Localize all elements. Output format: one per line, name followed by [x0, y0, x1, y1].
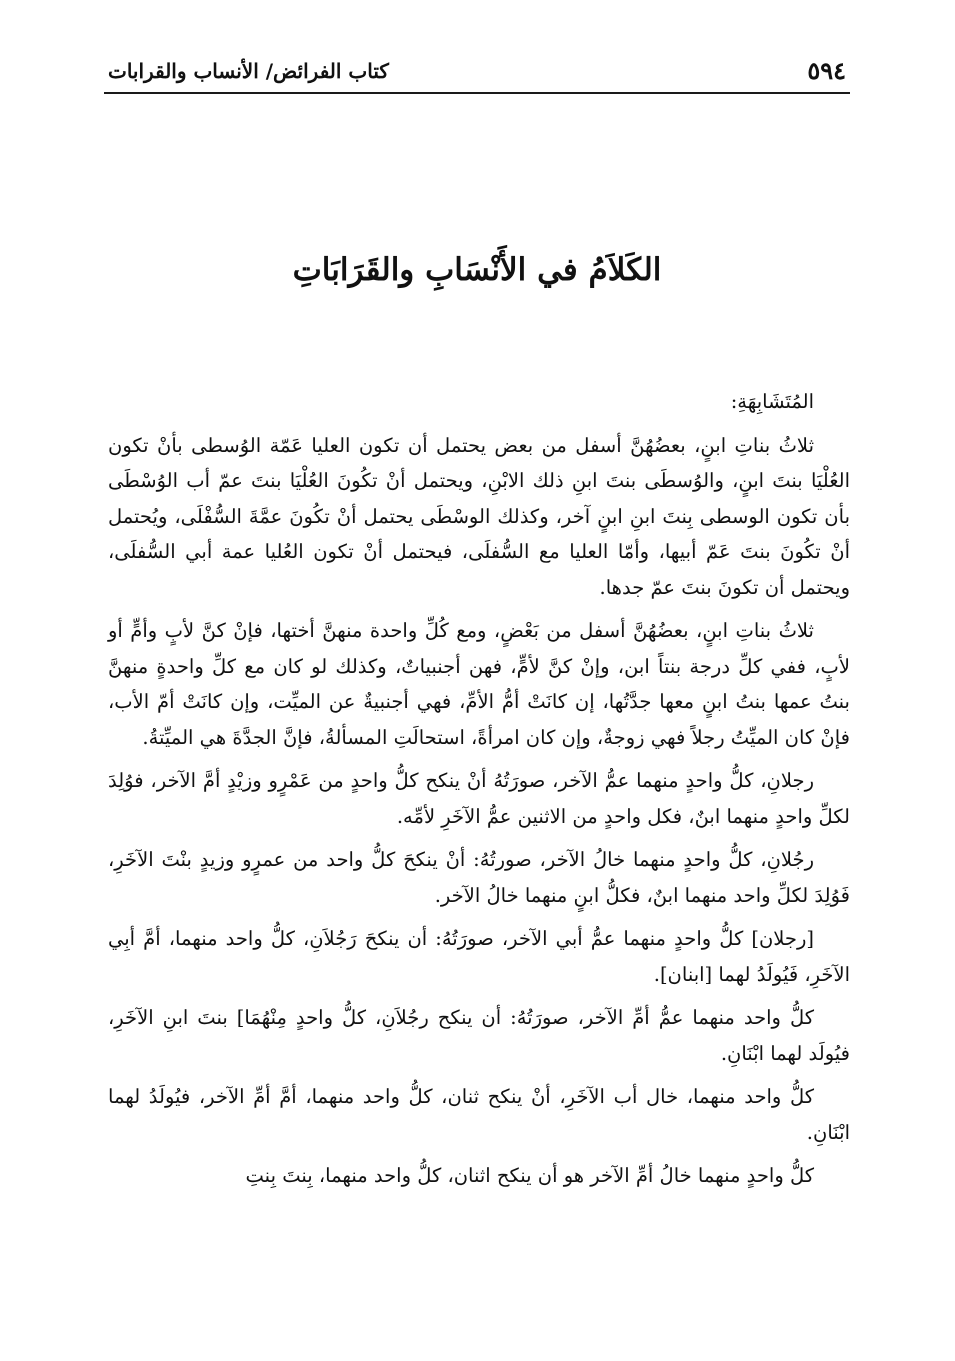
paragraph-7: كلُّ واحد منهما، خال أب الآخَرِ، أنْ ينكح ثنان، كلُّ واحد منهما، أمَّ أمِّ الآخر، فيُولَدُ لهما ابْنَانِ.	[108, 1085, 850, 1144]
paragraph-6: كلُّ واحد منهما عمُّ أمِّ الآخر، صورَتُهُ: أن ينكح رجُلاَنِ، كلُّ واحدٍ مِنْهُمَا] بنتَ ابنِ الآخَرِ، فيُولَد لهما ابْنَانِ.	[108, 1006, 850, 1065]
chapter-title: الكَلاَمُ في الأَنْسَابِ والقَرَابَاتِ	[292, 252, 662, 288]
paragraph-2: ثلاثُ بناتِ ابنٍ، بعضُهُنَّ أسفل من بَعْضٍ، ومع كُلِّ واحدة منهنَّ أختها، فإنْ كنَّ لأبٍ وأمٍّ أو لأبٍ، ففي كلِّ درجة بنتاً ابن، وإنْ كنَّ لأمٍّ، فهن أجنبياتٌ، وكذلك لو كان مع كلِّ واحدةٍ منهنَّ بنتُ عمها بنتُ ابنٍ معها جدَّتُها، إن كانَتْ أمُّ الأمِّ، فهي أجنبيةٌ عن الميِّت، وإن كانَتْ أمّ الأب، فإنْ كان الميِّتُ رجلاً فهي زوجةٌ، وإن كان امرأةً، استحالَتِ المسألةُ، فإنَّ الجدَّةَ هي الميِّتةُ.	[108, 619, 850, 749]
paragraph-8: كلُّ واحدٍ منهما خالُ أمِّ الآخر هو أن ينكح اثنان، كلُّ واحد منهما، بِنتَ بِنتِ	[245, 1164, 814, 1187]
paragraph-1: ثلاثُ بناتِ ابنٍ، بعضُهُنَّ أسفل من بعض يحتمل أن تكون العليا عَمّة الوُسطى بأنْ تكون العُلْيَا بنتَ ابنٍ، والوُسطَى بنتَ ابنِ ذلك الابْنِ، ويحتمل أنْ تكُونَ العُلْيَا بنتَ عمّ أب الوُسْطَى بأن تكون الوسطى بِنتَ ابنِ ابنٍ آخر، وكذلك الوسْطَى يحتمل أنْ تكُونَ عمَّةَ السُّفْلَى، ويُحتمل أنْ تكُونَ بنتَ عَمّ أبيها، وأمّا العليا مع السُّفلَى، فيحتمل أنْ تكون العُليا عمة أبي السُّفلَى، ويحتمل أن تكونَ بنتَ عمّ جدها.	[108, 433, 850, 599]
paragraph-3: رجلانِ، كلُّ واحدٍ منهما عمُّ الآخر، صورَتُهُ أنْ ينكح كلُّ واحدٍ من عَمْرٍو وزيْدٍ أمَّ الآخر، فوُلِدَ لكلِّ واحدٍ منهما ابنٌ، فكل واحدٍ من الاثنين عمُّ الآخَرِ لأمِّه.	[108, 769, 850, 828]
body-text	[108, 384, 850, 1202]
page-number: ٥٩٤	[807, 56, 846, 85]
paragraph-5: [رجلان] كلُّ واحدٍ منهما عمُّ أبي الآخر، صورَتُهُ: أن ينكحَ رَجُلاَنِ، كلُّ واحد منهما، أمَّ أبِي الآخَرِ، فَيُولَدُ لهما [ابنان].	[108, 927, 850, 986]
running-header	[104, 50, 850, 94]
section-label: المُتَشَابِهَةِ:	[730, 390, 814, 413]
paragraph-4: رجُلانِ، كلُّ واحدٍ منهما خالُ الآخر، صورتُهُ: أنْ ينكحَ كلُّ واحد من عمرٍو وزيدٍ بنْتَ الآخَرِ، فَوُلِدَ لكلِّ واحد منهما ابنٌ، فكلُّ ابنٍ منهما خالُ الآخر.	[108, 848, 850, 907]
header-book-title: كتاب الفرائض/ الأنساب والقرابات	[108, 59, 389, 83]
